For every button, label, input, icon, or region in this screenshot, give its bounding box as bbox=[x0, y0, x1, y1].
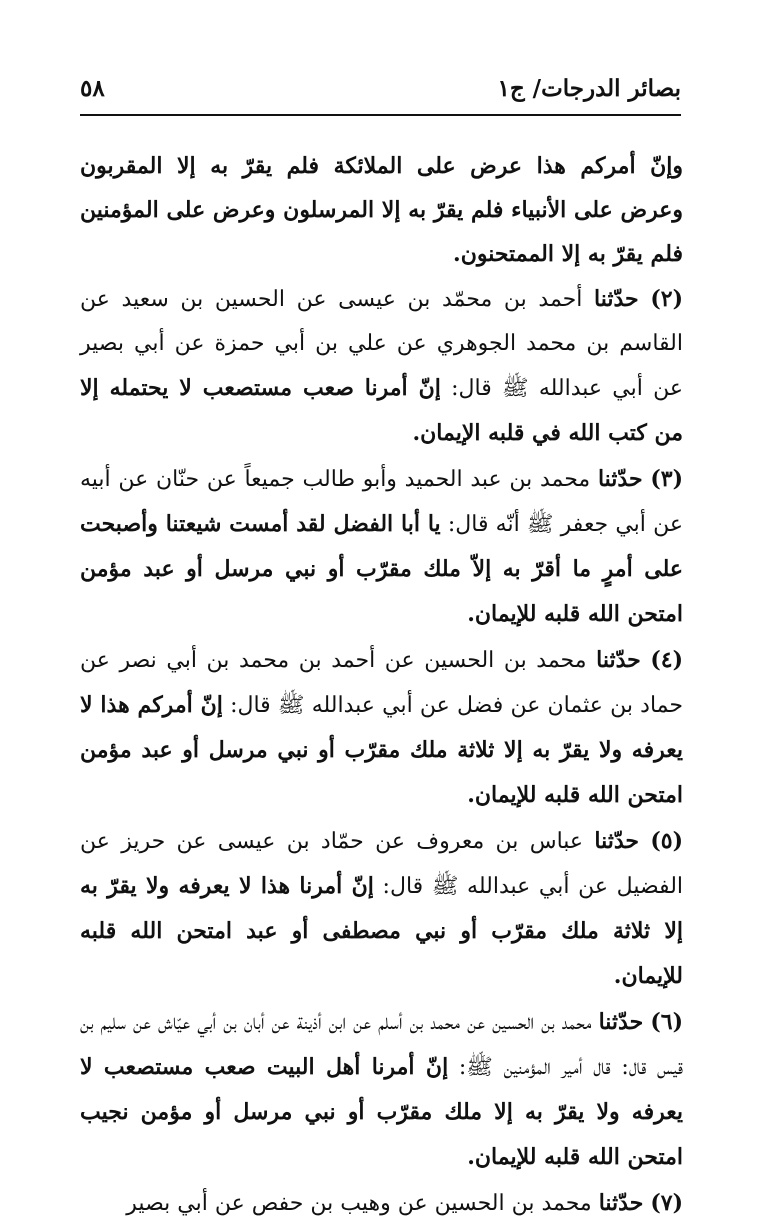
hadith-text: إنّ أمرنا هذا لا يعرفه ولا يقرّ به إلا ثلاثة ملك مقرّب أو نبي مصطفى أو عبد امتحن الله قلبه للإيمان. bbox=[80, 873, 683, 989]
page-body bbox=[80, 144, 683, 1227]
haddathana: حدّثنا bbox=[594, 286, 639, 312]
hadith-number: (٣) bbox=[650, 466, 683, 492]
hadith-text: يا أبا الفضل لقد أمست شيعتنا وأصبحت على أمرٍ ما أقرّ به إلاّ ملك مقرّب أو نبي مرسل أو عبد مؤمن امتحن الله قلبه للإيمان. bbox=[80, 511, 683, 627]
hadith-chain: محمد بن الحسين عن أحمد بن محمد بن أبي نصر عن حماد بن عثمان عن فضل عن أبي عبدالله ﷺ قال: bbox=[80, 648, 683, 718]
hadith-chain: محمد بن الحسين عن وهيب بن حفص عن أبي بصير bbox=[126, 1191, 592, 1216]
hadith-chain: محمد بن الحسين عن محمد بن أسلم عن ابن أذينة عن أبان بن أبي عيّاش عن سليم بن قيس قال: قال أمير المؤمنين ﷺ: bbox=[80, 1010, 683, 1080]
intro-paragraph: وإنّ أمركم هذا عرض على الملائكة فلم يقرّ به إلا المقربون وعرض على الأنبياء فلم يقرّ به إلا المرسلون وعرض على المؤمنين فلم يقرّ به إلا الممتحنون. bbox=[80, 153, 683, 267]
hadith-text: إنّ أمرنا أهل البيت صعب مستصعب لا يعرفه ولا يقرّ به إلا ملك مقرّب أو نبي مرسل أو مؤمن نجيب امتحن الله قلبه للإيمان. bbox=[80, 1054, 683, 1170]
hadith-number: (٦) bbox=[650, 1009, 683, 1035]
page-header bbox=[80, 62, 681, 102]
hadith-6 bbox=[80, 1000, 683, 1180]
hadith-chain: عباس بن معروف عن حمّاد بن عيسى عن حريز عن الفضيل عن أبي عبدالله ﷺ قال: bbox=[80, 829, 684, 899]
haddathana: حدّثنا bbox=[594, 828, 640, 854]
hadith-number: (٤) bbox=[650, 647, 683, 673]
hadith-text: إنّ أمركم هذا لا يعرفه ولا يقرّ به إلا ثلاثة ملك مقرّب أو نبي مرسل أو عبد مؤمن امتحن الله قلبه للإيمان. bbox=[80, 692, 683, 808]
header-rule bbox=[80, 114, 681, 116]
hadith-number: (٢) bbox=[650, 286, 683, 312]
hadith-number: (٧) bbox=[650, 1190, 683, 1216]
hadith-text: إنّ أمرنا صعب مستصعب لا يحتمله إلا من كتب الله في قلبه الإيمان. bbox=[80, 375, 683, 446]
haddathana: حدّثنا bbox=[598, 1190, 644, 1216]
hadith-3 bbox=[80, 457, 683, 637]
hadith-number: (٥) bbox=[650, 828, 684, 854]
page-number: ٥٨ bbox=[80, 75, 105, 102]
haddathana: حدّثنا bbox=[597, 466, 643, 492]
hadith-chain: محمد بن عبد الحميد وأبو طالب جميعاً عن حنّان عن أبيه عن أبي جعفر ﷺ أنّه قال: bbox=[80, 467, 683, 537]
hadith-5 bbox=[80, 819, 683, 999]
running-head: بصائر الدرجات/ ج١ bbox=[497, 75, 681, 102]
hadith-chain: أحمد بن محمّد بن عيسى عن الحسين بن سعيد عن القاسم بن محمد الجوهري عن علي بن أبي حمزة عن أبي بصير عن أبي عبدالله ﷺ قال: bbox=[80, 287, 683, 401]
hadith-2 bbox=[80, 277, 683, 456]
haddathana: حدّثنا bbox=[596, 647, 641, 673]
haddathana: حدّثنا bbox=[598, 1009, 644, 1035]
hadith-7 bbox=[80, 1181, 683, 1226]
hadith-4 bbox=[80, 638, 683, 818]
